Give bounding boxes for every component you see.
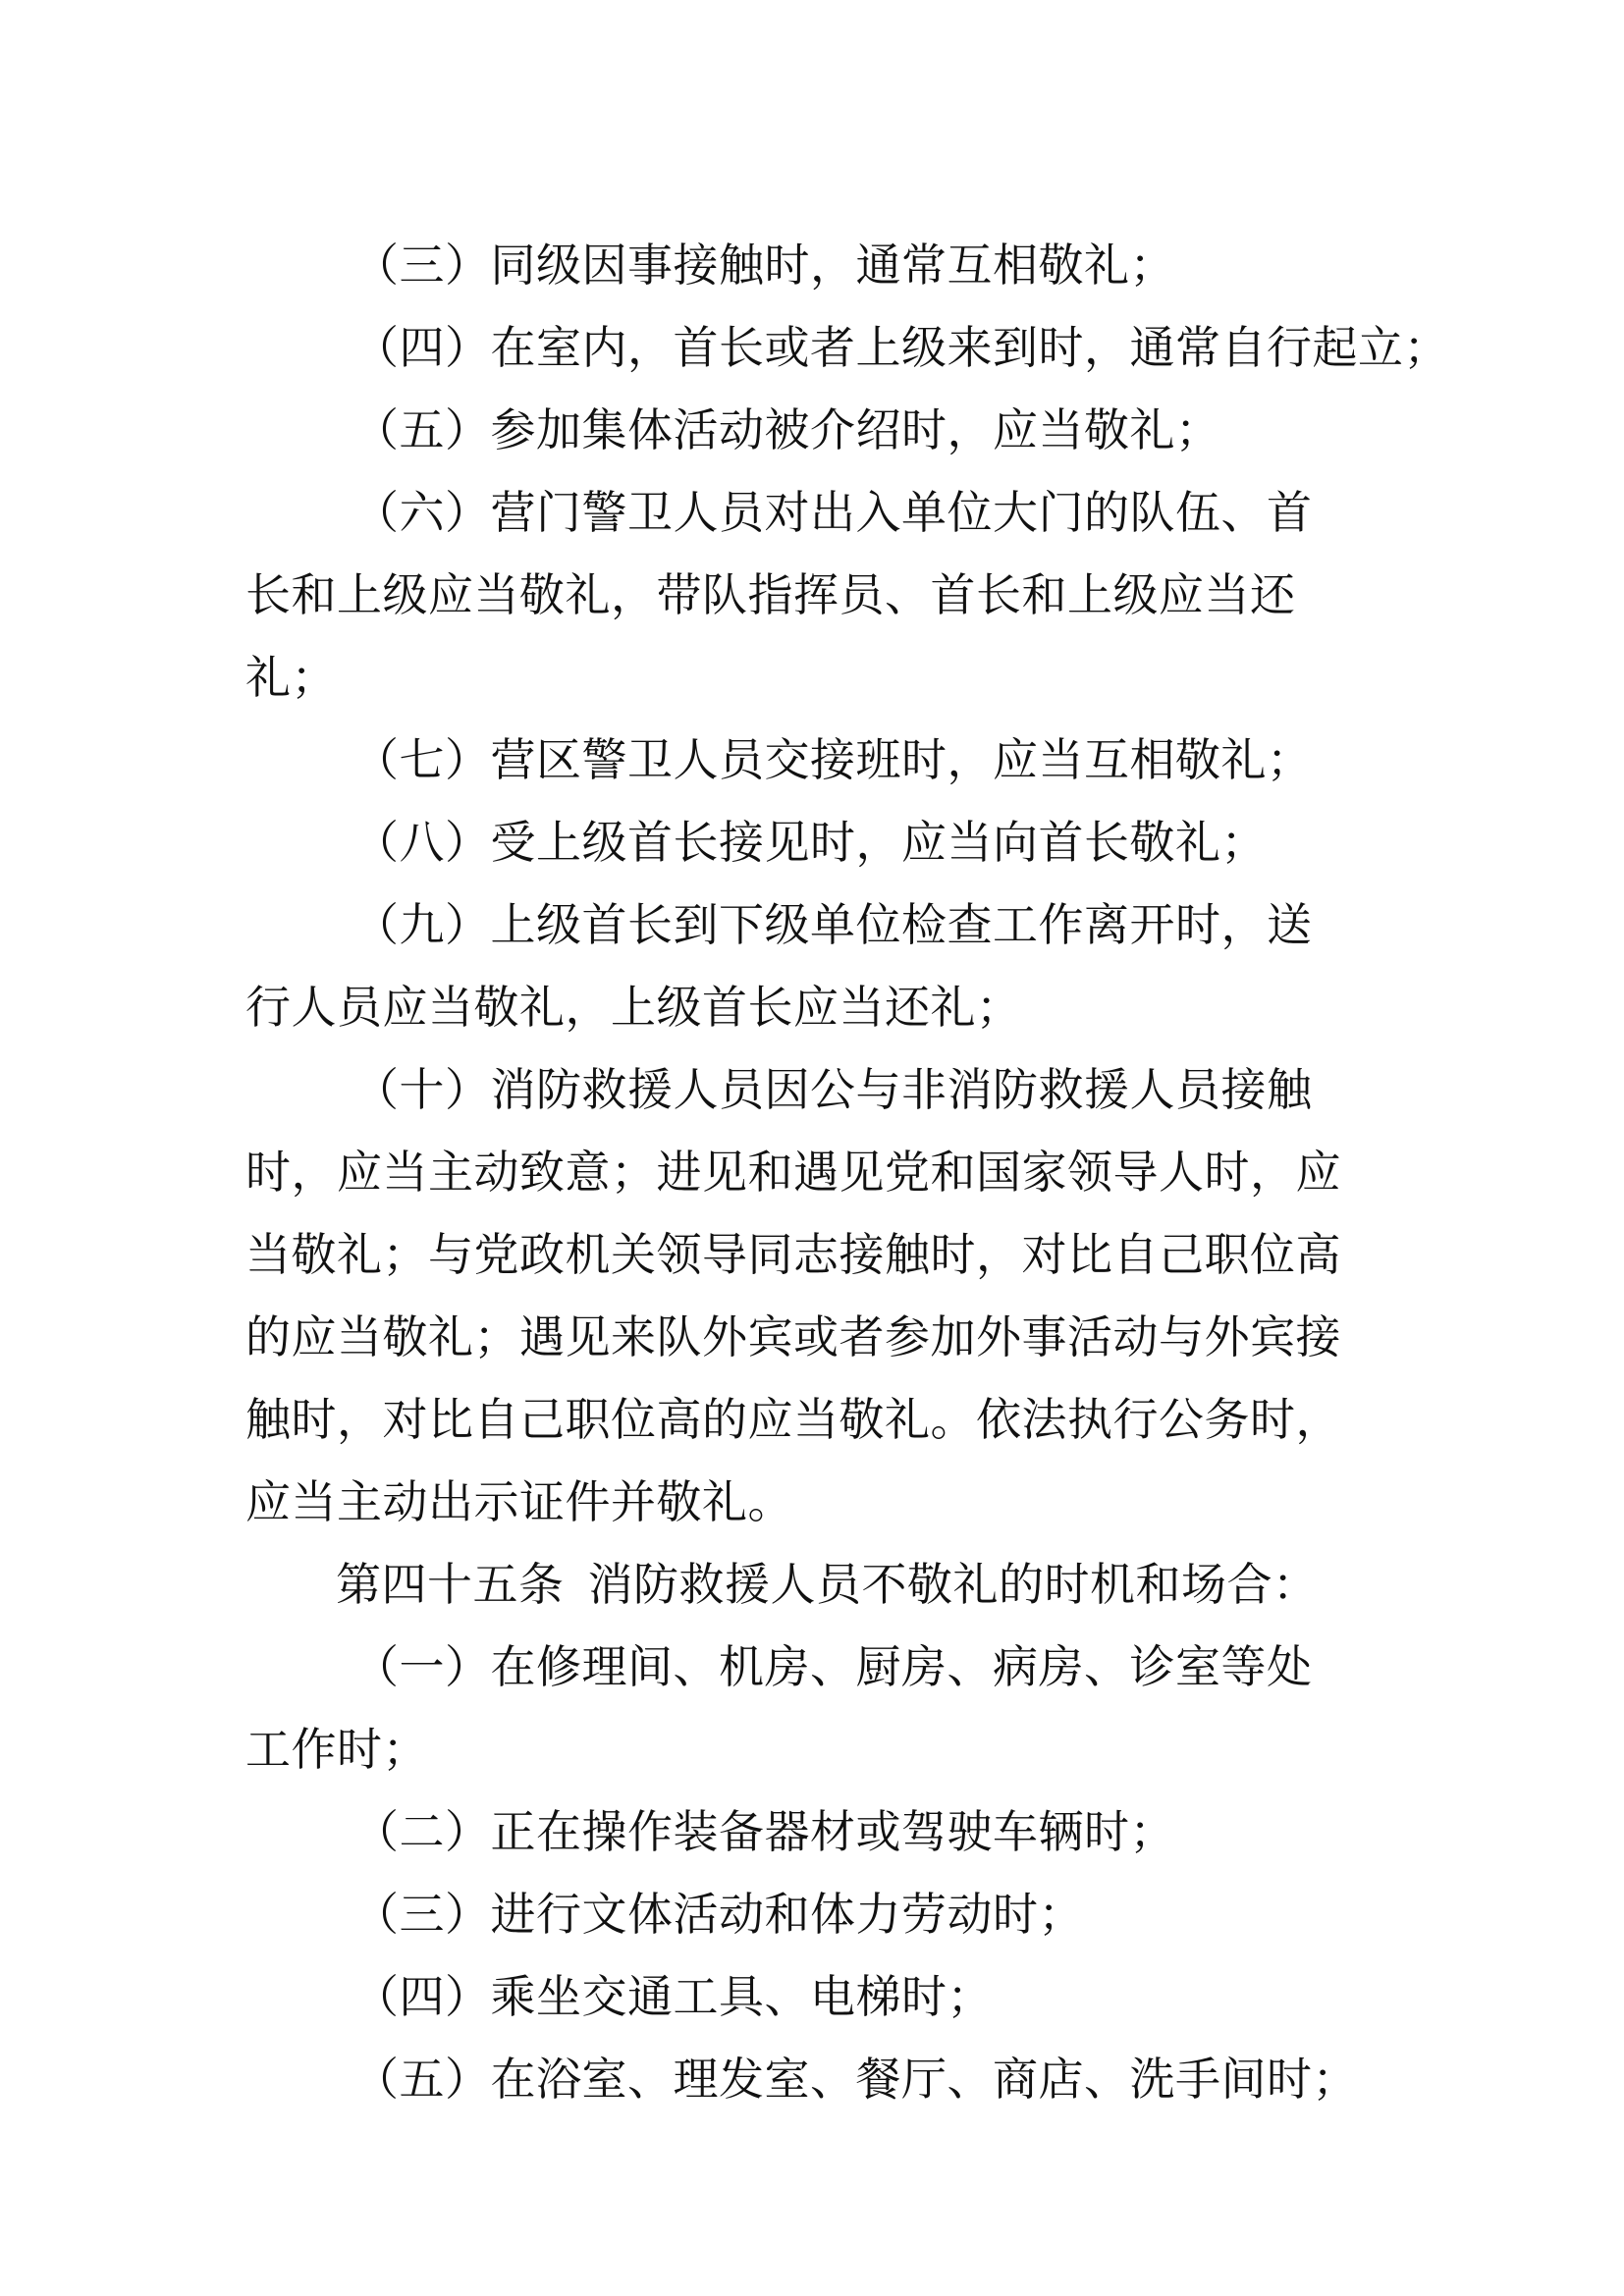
paragraph-exempt-2-operating: （二）正在操作装备器材或驾驶车辆时；	[353, 1805, 1175, 1858]
article-text: 消防救援人员不敬礼的时机和场合：	[587, 1558, 1319, 1611]
paragraph-exempt-4-transport: （四）乘坐交通工具、电梯时；	[353, 1970, 993, 2023]
article-45-heading	[245, 1543, 1355, 1626]
paragraph-item-5-introduced: （五）参加集体活动被介绍时，应当敬礼；	[353, 403, 1221, 456]
paragraph-item-6-gate-guard: （六）营门警卫人员对出入单位大门的队伍、首长和上级应当敬礼，带队指挥员、首长和上级应当还礼；	[245, 486, 1313, 704]
document-body	[245, 224, 1449, 2120]
paragraph-item-10-public-contact: （十）消防救援人员因公与非消防救援人员接触时，应当主动致意；进见和遇见党和国家领导人时，应当敬礼；与党政机关领导同志接触时，对比自己职位高的应当敬礼；遇见来队外宾或者参加外事活动与外宾接触时，对比自己职位高的应当敬礼。依法执行公务时，应当主动出示证件并敬礼。	[245, 1063, 1341, 1528]
paragraph-item-7-shift-change: （七）营区警卫人员交接班时，应当互相敬礼；	[353, 733, 1313, 786]
paragraph-exempt-5-facilities: （五）在浴室、理发室、餐厅、商店、洗手间时；	[353, 2053, 1358, 2106]
paragraph-exempt-3-activities: （三）进行文体活动和体力劳动时；	[353, 1888, 1084, 1941]
paragraph-item-3-same-rank: （三）同级因事接触时，通常互相敬礼；	[353, 239, 1175, 292]
paragraph-item-8-received: （八）受上级首长接见时，应当向首长敬礼；	[353, 816, 1267, 869]
paragraph-item-9-inspection: （九）上级首长到下级单位检查工作离开时，送行人员应当敬礼，上级首长应当还礼；	[245, 898, 1313, 1034]
paragraph-item-4-indoor: （四）在室内，首长或者上级来到时，通常自行起立；	[353, 321, 1449, 374]
article-number: 第四十五条	[336, 1558, 565, 1611]
paragraph-exempt-1-workplace: （一）在修理间、机房、厨房、病房、诊室等处工作时；	[245, 1640, 1313, 1776]
